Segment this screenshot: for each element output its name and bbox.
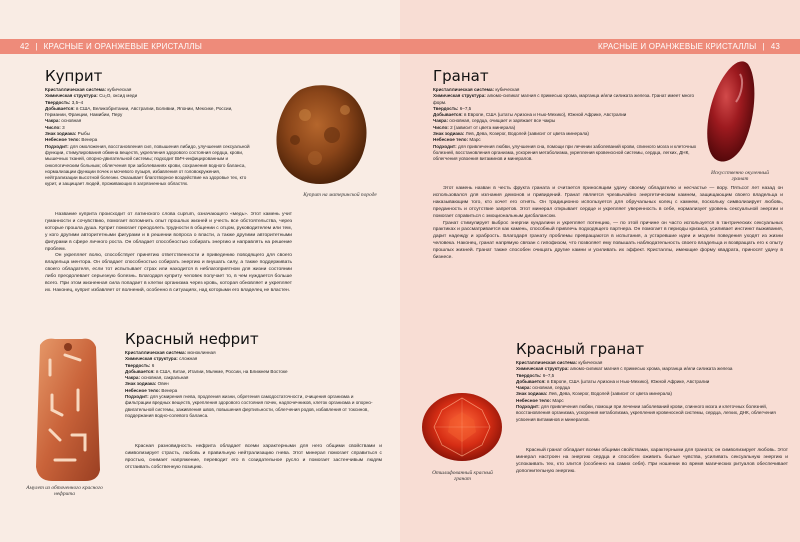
cuprite-title: Куприт xyxy=(45,67,103,85)
property-label: Химическая структура: xyxy=(516,366,569,372)
cuprite-image xyxy=(270,80,375,190)
property-value: Марс xyxy=(551,397,564,403)
property-value: Рыбы xyxy=(76,131,90,137)
property-label: Чакра: xyxy=(516,385,531,391)
garnet-description xyxy=(433,186,783,262)
property-label: Химическая структура: xyxy=(125,356,178,362)
property-label: Знак зодиака: xyxy=(433,131,465,137)
property-row xyxy=(45,106,253,119)
property-label: Небесное тело: xyxy=(516,397,552,403)
property-label: Добывается: xyxy=(125,368,155,374)
property-label: Подходит: xyxy=(45,143,69,149)
property-value: Марс xyxy=(468,137,481,143)
property-value: 3,5–4 xyxy=(70,99,84,105)
property-value: основная, сердца xyxy=(530,385,570,391)
property-value: для привлечения любви, помощи при лечении заболеваний крови, спинного мозга и клеточных болезней, восстановления организма, ускорения метаболизма, укрепления кровеносной системы, сердца, легких, ДНК, облегчения усвоения витаминов и минералов. xyxy=(516,404,776,422)
paragraph: Этот камень назван в честь фрукта граната и считается приносящим удачу своему обладателю и несчастье — вору. Пятьсот лет назад он использовался для изгнания демонов и привидений. Гранат является чрезвычайно энергетическим камнем, защищающим своего владельца и наказывающим того, кто хочет его отнять. Он традиционно используется для обручальных колец с камнем, поскольку символизирует любовь, преданность и отсутствие запретов. Этот минерал открывает сердце и укрепляет уверенность в себе, нормализует уровень сексуальной энергии и помогает справиться с эмоциональным дисбалансом. xyxy=(433,186,783,219)
paragraph: Гранат стимулирует выброс энергии кундалини и укрепляет потенцию, — по этой причине он часто используется в тантрических сексуальных практиках и рассматривается как камень, способный привлечь подходящего партнера. Он помогает в периоды кризиса, усиливает инстинкт выживания, дарит надежду и храбрость. Благодаря гранату проблемы превращаются в испытания, а устаревшие идеи и модели поведения уходят из жизни человека. Наконец, гранат напрямую связан с гипофизом, что позволяет ему повышать наблюдательность своего владельца и возвращать его к опыту прошлых жизней. Гранат также способен очищать другие камни и усиливать их эффект. Кристаллы, имеющие форму квадрата, приносят удачу в бизнесе. xyxy=(433,220,783,261)
cuprite-properties xyxy=(45,87,253,188)
cuprite-caption: Куприт на материнской породе xyxy=(303,192,377,198)
property-row xyxy=(45,144,253,188)
property-value: 2 (зависит от цвета минерала) xyxy=(448,124,516,130)
property-label: Знак зодиака: xyxy=(516,391,548,397)
property-value: Лев, Дева, Козерог, Водолей (зависит от цвета минерала) xyxy=(464,131,589,137)
red-garnet-image xyxy=(420,390,505,465)
property-label: Твердость: xyxy=(125,362,151,368)
property-label: Подходит: xyxy=(433,143,457,149)
property-row xyxy=(516,404,786,423)
red-garnet-caption: Отшлифованный красный гранат xyxy=(432,470,493,483)
property-label: Чакра: xyxy=(125,375,140,381)
property-value: 3 xyxy=(60,124,65,130)
property-value: кубическая xyxy=(106,87,132,92)
property-label: Число: xyxy=(433,124,449,130)
property-label: Добывается: xyxy=(45,105,75,111)
garnet-image xyxy=(700,58,760,168)
property-label: Кристаллическая система: xyxy=(433,87,495,92)
garnet-caption: Искусственно окуленный гранат xyxy=(710,170,770,183)
red-garnet-title: Красный гранат xyxy=(516,340,645,358)
property-value: в США, Великобритании, Австралии, Боливии, Японии, Мексике, России, Германии, Франции, Намибии, Перу xyxy=(45,105,233,118)
page-number: 42 xyxy=(20,42,30,51)
property-value: Овен xyxy=(156,381,169,387)
property-label: Небесное тело: xyxy=(433,137,469,143)
property-value: Лев, Дева, Козерог, Водолей (зависит от цвета минерала) xyxy=(547,391,672,397)
property-row xyxy=(125,394,380,419)
property-value: Cu₂O, оксид меди xyxy=(97,93,138,99)
property-label: Знак зодиака: xyxy=(45,131,77,137)
cuprite-description xyxy=(45,212,292,295)
paragraph: Он укрепляет волю, способствует принятию ответственности и приведению поводящего для своего владельца ментора. Он обладает способностью собирать энергию и внушать силу, а также поддерживать своего обладателя, если тот испытывает страх или находится в неблагоприятном для жизни состоянии либо преодолевает серьезную болезнь. Благодаря куприту человек получает то, в чем нуждается больше всего. При этом жизненная сила попадает в клетки организма через кровь, которая обновляет и укрепляет их. Наконец, куприт избавляет от волнений, особенно в ситуациях, над которыми его владелец не властен. xyxy=(45,253,292,293)
red-garnet-description xyxy=(516,448,788,476)
property-value: моноклинная xyxy=(186,350,216,355)
property-value: в США, Китае, Италии, Мьянме, России, на Ближнем Востоке xyxy=(154,368,288,374)
property-label: Знак зодиака: xyxy=(125,381,157,387)
property-label: Чакра: xyxy=(433,118,448,124)
property-value: основная, сакральная xyxy=(139,375,189,381)
red-garnet-properties xyxy=(516,360,786,423)
property-value: 6–7,5 xyxy=(458,105,472,111)
jade-caption: Амулет из обточенного красного нефрита xyxy=(26,485,103,498)
property-value: 6–7,5 xyxy=(541,372,555,378)
property-value: в Европе, США (штаты Аризона и Нью-Мехико), Южной Африке, Австралии xyxy=(545,378,710,384)
property-label: Добывается: xyxy=(433,112,463,118)
property-label: Твердость: xyxy=(433,105,459,111)
property-label: Подходит: xyxy=(125,394,149,400)
property-value: 6 xyxy=(150,362,155,368)
property-label: Кристаллическая система: xyxy=(45,87,107,92)
property-value: в Европе, США (штаты Аризона и Нью-Мехико), Южной Африке, Австралии xyxy=(462,112,627,118)
red-jade-amulet-image xyxy=(30,335,105,485)
property-value: для усмирения гнева, продления жизни, обретения самодостаточности, очищения организма и фильтрации вредных веществ, укрепления здорового состояния почек, надпочечников, клеток организма и опорно-двигательной системы, заживления швов, повышения фертильности, облегчения родов, избавления от токсинов, поддержания водно-солевого баланса. xyxy=(125,394,373,418)
property-label: Кристаллическая система: xyxy=(516,360,578,365)
property-value: Венера xyxy=(160,387,178,393)
property-value: Венера xyxy=(80,137,98,143)
property-value: основная xyxy=(59,118,82,124)
property-value: основная, сердца, очищает и заряжает все чакры xyxy=(447,118,556,124)
property-row xyxy=(433,93,698,106)
property-value: алюмо-силикат магния с примесью хрома, марганца и/или силиката железа xyxy=(568,366,733,372)
garnet-title: Гранат xyxy=(433,67,489,85)
property-row xyxy=(433,144,698,163)
section-title: КРАСНЫЕ И ОРАНЖЕВЫЕ КРИСТАЛЛЫ xyxy=(598,42,757,51)
page-number: 43 xyxy=(770,42,780,51)
property-label: Добывается: xyxy=(516,378,546,384)
paragraph: Название куприта происходит от латинского слова cuprum, означающего «медь». Этот камень учит гуманности и сочувствию, помогает вспомнить опыт прошлых жизней и учесть все обстоятельства, через которые прошла душа. Куприт помогает преодолеть трудности в общении с отцом, руководителем или тем, у кого другими авторитетными фигурами и в решении вопроса о власти, а также другими авторитетными фигурами в сфере личного роста. Он обладает способностью собирать энергию и направлять на решение проблем. xyxy=(45,212,292,252)
property-label: Небесное тело: xyxy=(125,387,161,393)
property-label: Подходит: xyxy=(516,404,540,410)
property-value: кубическая xyxy=(494,87,520,92)
jade-properties xyxy=(125,350,380,419)
garnet-properties xyxy=(433,87,698,163)
property-value: для омоложения, восстановления сил, повышения либидо, улучшения сексуальной функции, стимулирования обмена веществ, укрепления здорового состояния сердца, крови, мышечных тканей, опорно-двигательной системы; подходит ВИЧ-инфицированным и онкологическим больным; облегчения при заболеваниях крови, сохранения водного баланса, нормализации функции почек и мочевого пузыря, избавления от головокружения, нейтрализации высотной болезни. Оказывает благотворное воздействие на здоровье тех, кто курит, и защищает людей, проживающих в загрязненных областях. xyxy=(45,143,250,187)
property-value: сложная xyxy=(177,356,198,362)
paragraph: Красный гранат обладает всеми общими свойствами, характерными для граната; он символизирует любовь. Этот минерал настроен на энергию сердца и способен оживить былые чувства, усиливать сексуальную энергию и успокаивать тех, кто злится (особенно на самих себя). При ношении во время магических ритуалов обеспечивает дополнительную энергию. xyxy=(516,448,788,474)
section-title: КРАСНЫЕ И ОРАНЖЕВЫЕ КРИСТАЛЛЫ xyxy=(43,42,202,51)
property-label: Кристаллическая система: xyxy=(125,350,187,355)
property-label: Число: xyxy=(45,124,61,130)
property-label: Чакра: xyxy=(45,118,60,124)
right-page xyxy=(400,0,800,542)
jade-title: Красный нефрит xyxy=(125,330,259,348)
paragraph: Красная разновидность нефрита обладает всеми характерными для него общими свойствами и символизирует страсть, любовь и правильную нейтрализацию гнева. Этот минерал помогает справиться с яростью, снимает напряжение, переводит его в созидательное русло и помогает застенчивым людям отстаивать собственную позицию. xyxy=(125,444,382,470)
property-value: кубическая xyxy=(577,360,603,365)
property-label: Химическая структура: xyxy=(433,93,486,99)
left-page-header: 42 | КРАСНЫЕ И ОРАНЖЕВЫЕ КРИСТАЛЛЫ xyxy=(0,39,400,54)
property-label: Твердость: xyxy=(45,99,71,105)
property-label: Химическая структура: xyxy=(45,93,98,99)
property-value: для привлечения любви, улучшения сна, помощи при лечении заболеваний крови, спинного мозга и клеточных болезней, восстановления организма, ускорения метаболизма, укрепления кровеносной системы, сердца, легких, ДНК, облегчения усвоения витаминов и минералов. xyxy=(433,143,697,162)
property-label: Твердость: xyxy=(516,372,542,378)
property-label: Небесное тело: xyxy=(45,137,81,143)
jade-description xyxy=(125,444,382,472)
property-value: алюмо-силикат магния с примесью хрома, марганца и/или силиката железа. Гранат имеет много форм. xyxy=(433,93,695,105)
right-page-header: КРАСНЫЕ И ОРАНЖЕВЫЕ КРИСТАЛЛЫ | 43 xyxy=(400,39,800,54)
